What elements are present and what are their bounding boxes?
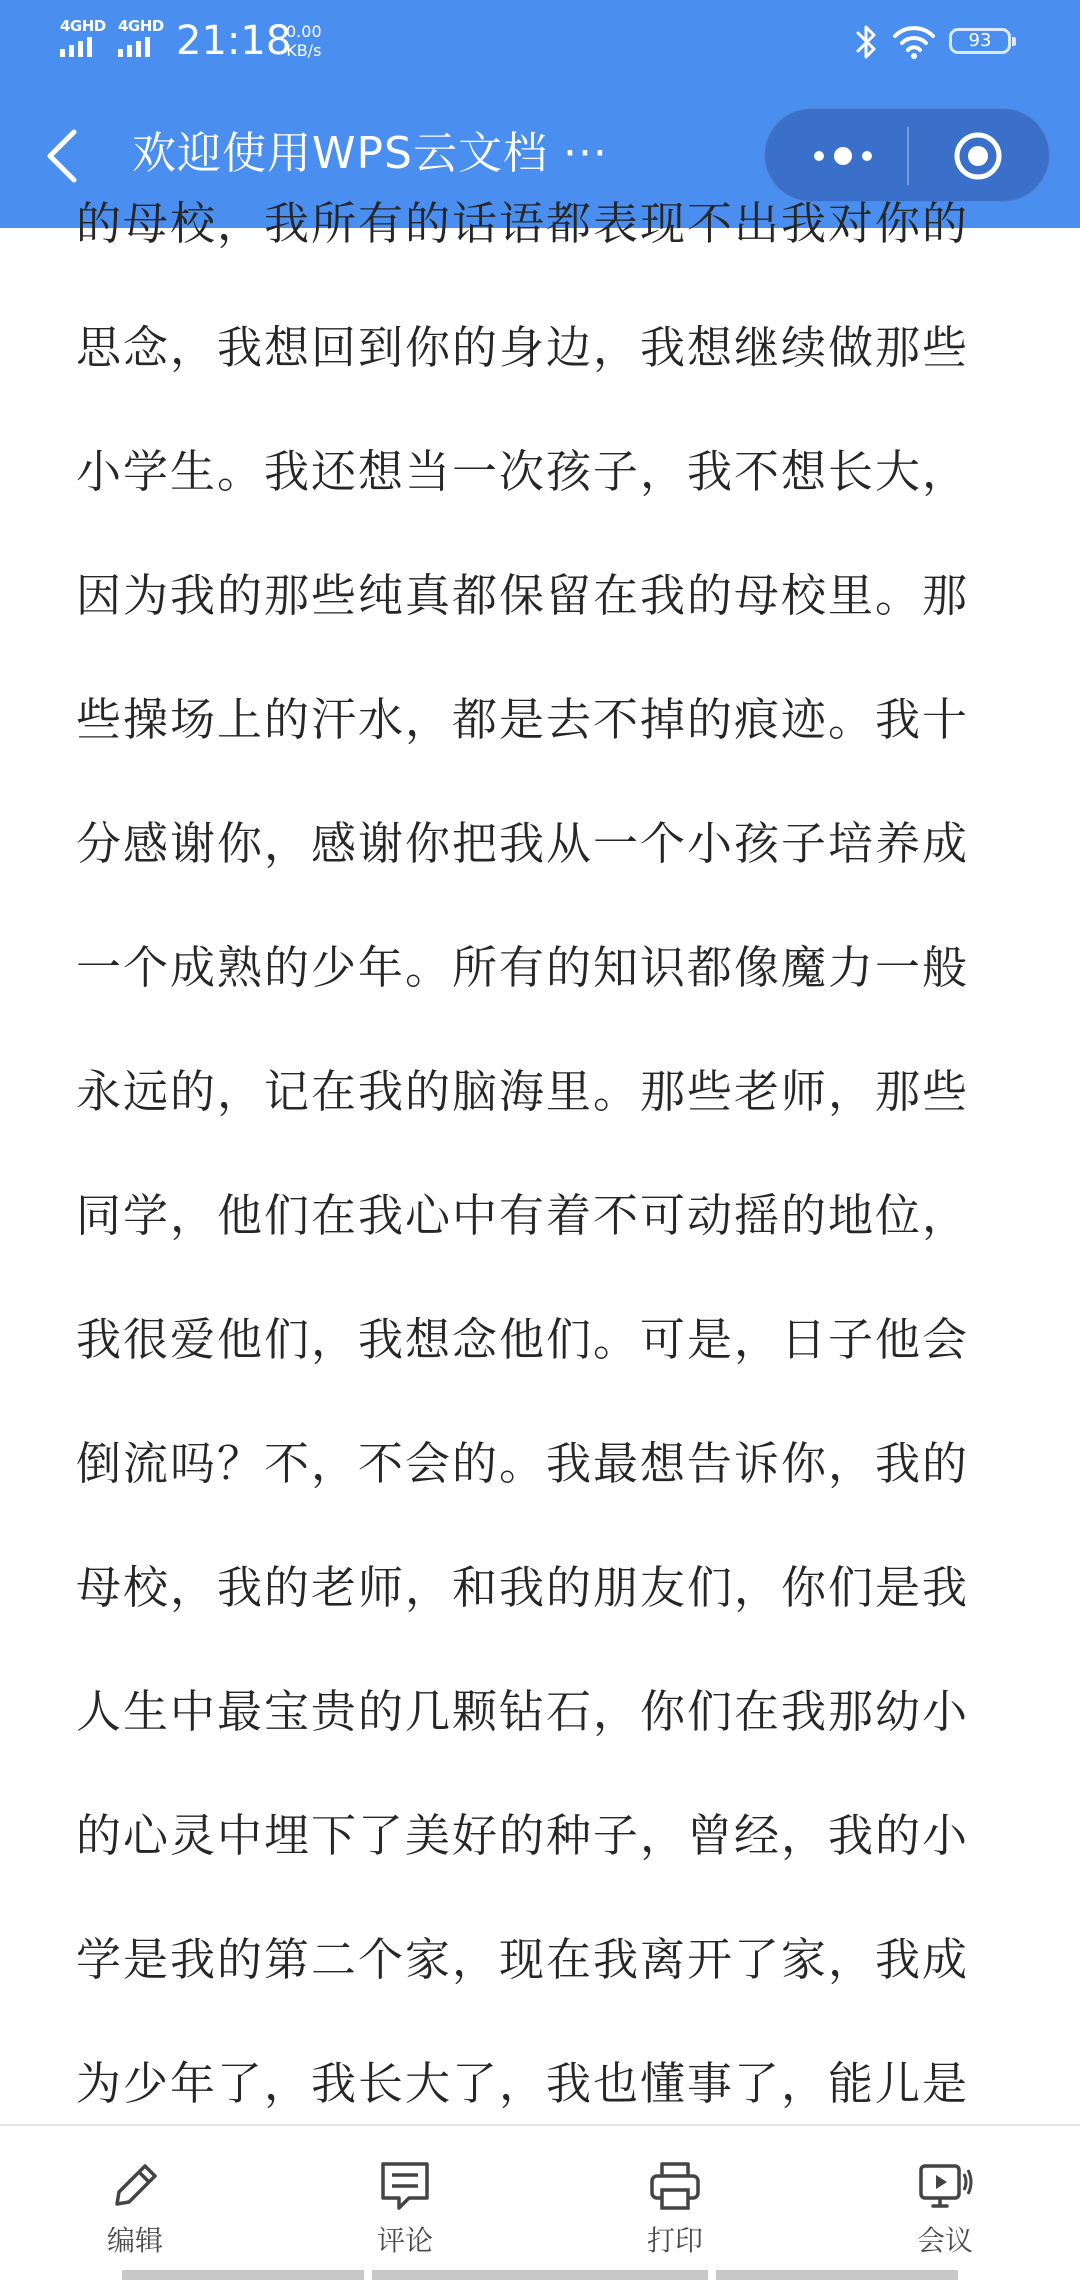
network-speed — [286, 22, 322, 60]
signal-bars-icon — [118, 37, 150, 57]
document-line: 小学生。我还想当一次孩子，我不想长大， — [76, 445, 970, 498]
document-line: 同学，他们在我心中有着不可动摇的地位， — [76, 1189, 970, 1242]
comment-button[interactable] — [305, 2126, 505, 2282]
network-type-2: 4GHD — [118, 17, 164, 35]
bottom-toolbar — [0, 2124, 1080, 2282]
bluetooth-icon — [852, 22, 880, 62]
document-line: 思念，我想回到你的身边，我想继续做那些 — [76, 321, 970, 374]
document-line: 永远的，记在我的脑海里。那些老师，那些 — [76, 1065, 970, 1118]
edit-label: 编辑 — [106, 2224, 163, 2257]
document-line: 的母校，我所有的话语都表现不出我对你的 — [76, 197, 970, 250]
document-line: 为少年了，我长大了，我也懂事了，能儿是 — [76, 2057, 970, 2110]
print-label: 打印 — [646, 2224, 703, 2257]
document-line: 学是我的第二个家，现在我离开了家，我成 — [76, 1933, 970, 1986]
network-type-1: 4GHD — [60, 17, 106, 35]
comment-icon — [377, 2158, 433, 2214]
signal-bars-icon — [60, 37, 92, 57]
document-line: 倒流吗？不，不会的。我最想告诉你，我的 — [76, 1437, 970, 1490]
document-line: 因为我的那些纯真都保留在我的母校里。那 — [76, 569, 970, 622]
signal-indicator-2 — [118, 18, 164, 57]
network-speed-value: 0.00 — [286, 22, 322, 41]
print-button[interactable] — [575, 2126, 775, 2282]
document-line: 母校，我的老师，和我的朋友们，你们是我 — [76, 1561, 970, 1614]
bottom-indicator — [0, 2270, 1080, 2280]
status-time: 21:18 — [176, 18, 292, 64]
network-speed-unit: KB/s — [286, 41, 322, 60]
wifi-icon — [892, 24, 936, 60]
status-bar — [0, 0, 1080, 84]
pencil-icon — [107, 2158, 163, 2214]
document-line: 人生中最宝贵的几颗钻石，你们在我那幼小 — [76, 1685, 970, 1738]
document-line: 的心灵中埋下了美好的种子，曾经，我的小 — [76, 1809, 970, 1862]
meeting-button[interactable] — [845, 2126, 1045, 2282]
meeting-label: 会议 — [916, 2224, 973, 2257]
document-line: 分感谢你，感谢你把我从一个小孩子培养成 — [76, 817, 970, 870]
meeting-screen-icon — [917, 2158, 973, 2214]
signal-indicator-1 — [60, 18, 106, 57]
document-content[interactable] — [76, 197, 1016, 2124]
battery-icon: 93 — [949, 28, 1011, 54]
document-line: 些操场上的汗水，都是去不掉的痕迹。我十 — [76, 693, 970, 746]
page-title: 欢迎使用WPS云文档 ··· — [132, 128, 608, 179]
chevron-left-icon — [50, 132, 74, 180]
edit-button[interactable] — [35, 2126, 235, 2282]
comment-label: 评论 — [376, 2224, 433, 2257]
printer-icon — [647, 2158, 703, 2214]
document-line: 一个成熟的少年。所有的知识都像魔力一般 — [76, 941, 970, 994]
document-line: 我很爱他们，我想念他们。可是，日子他会 — [76, 1313, 970, 1366]
